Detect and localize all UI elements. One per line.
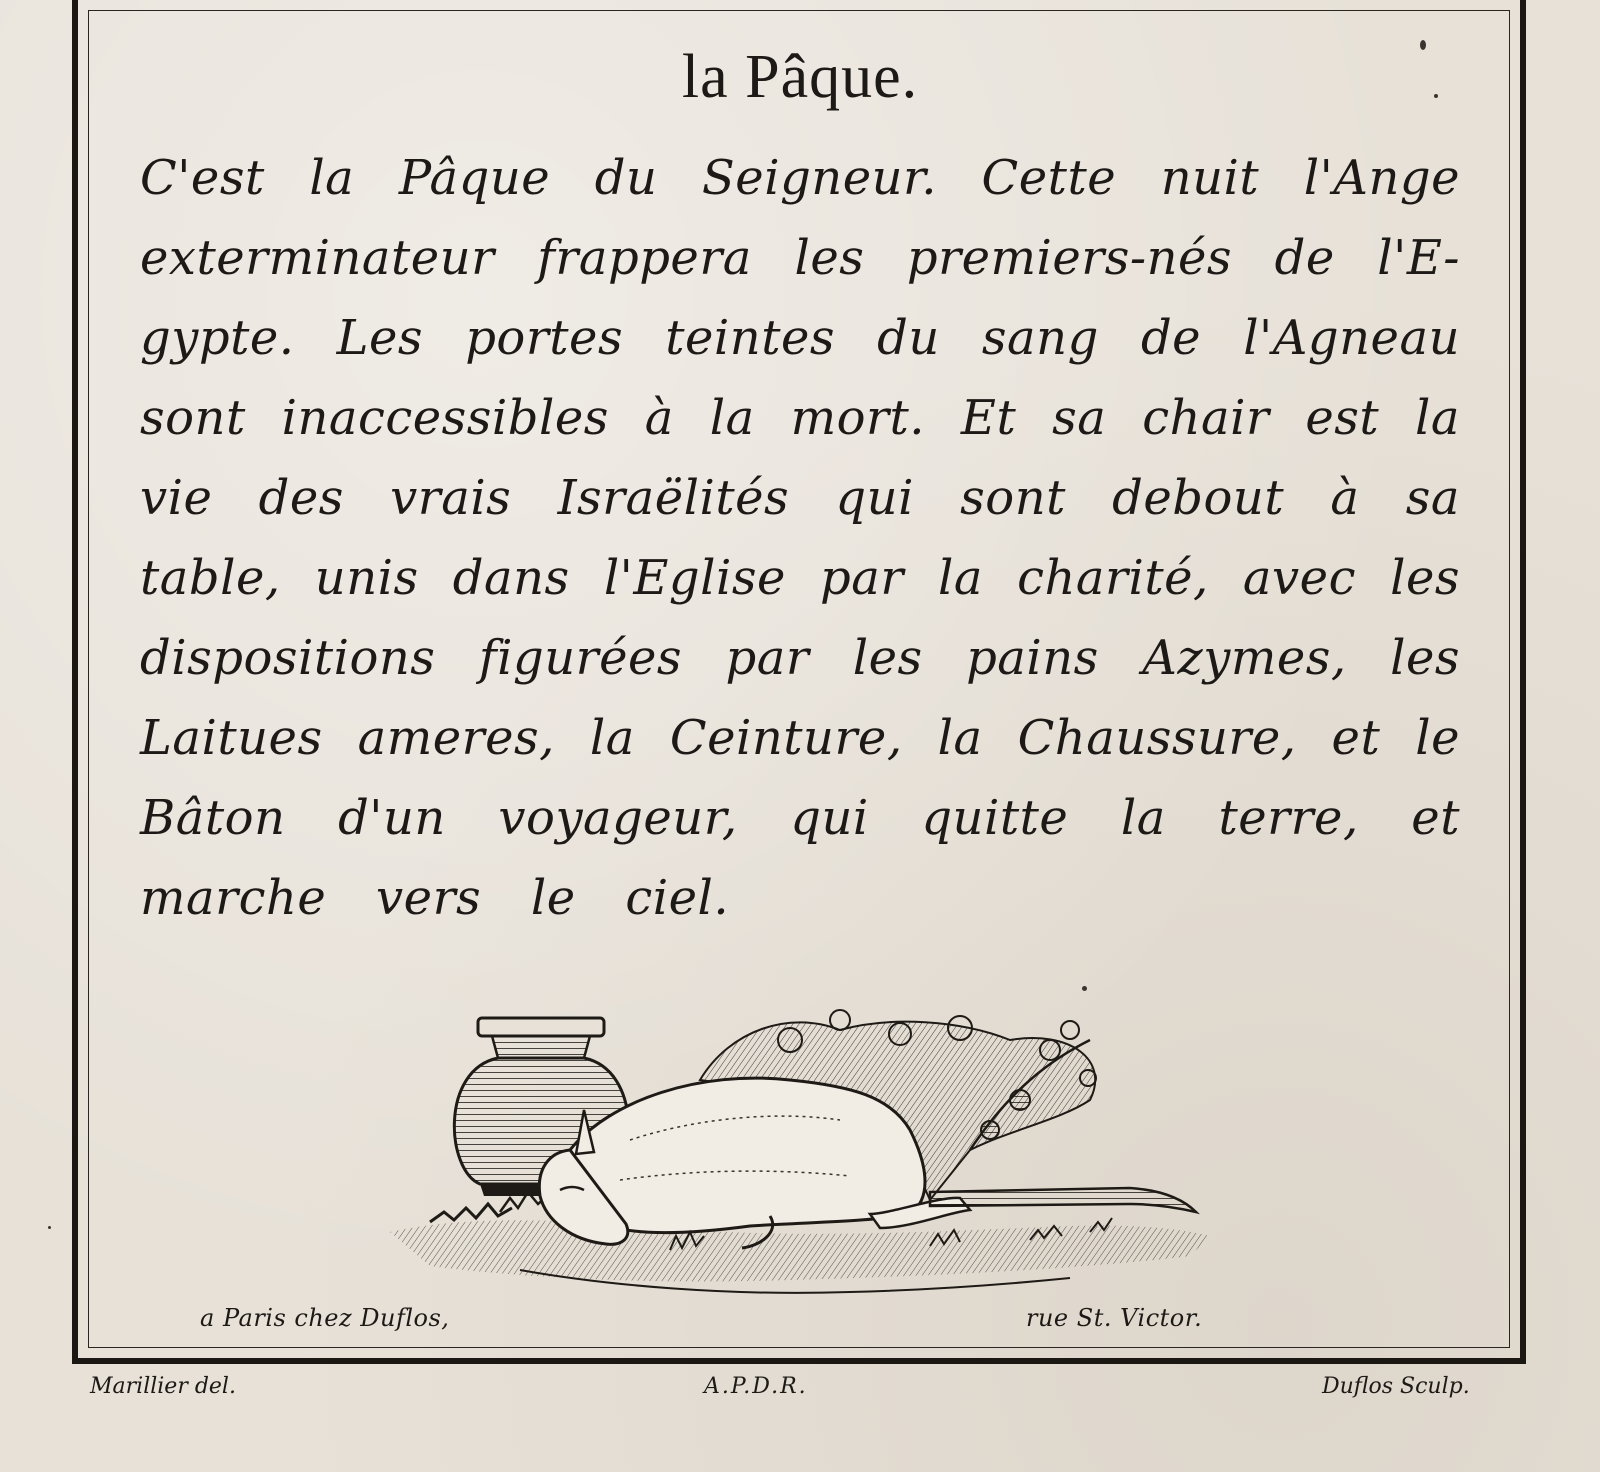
- body-line: Bâton d'un voyageur, qui quitte la terre, et: [140, 790, 1460, 846]
- ink-speck: [1082, 986, 1087, 991]
- body-line: C'est la Pâque du Seigneur. Cette nuit l'Ange: [140, 150, 1460, 206]
- body-text: [140, 138, 1460, 938]
- body-line: dispositions figurées par les pains Azymes, les: [140, 630, 1460, 686]
- credit-privilege: A.P.D.R.: [704, 1374, 808, 1399]
- body-line: vie des vrais Israëlités qui sont debout à sa: [140, 470, 1460, 526]
- imprint-publisher: a Paris chez Duflos,: [200, 1304, 450, 1332]
- credit-engraver: Duflos Sculp.: [1322, 1374, 1470, 1399]
- lamb-vignette-illustration: [370, 1000, 1230, 1330]
- body-line: Laitues ameres, la Ceinture, la Chaussure, et le: [140, 710, 1460, 766]
- ink-speck: [48, 1226, 51, 1229]
- body-line: marche vers le ciel.: [140, 870, 730, 926]
- body-line: exterminateur frappera les premiers-nés de l'E-: [140, 230, 1460, 286]
- body-line: table, unis dans l'Eglise par la charité, avec les: [140, 550, 1460, 606]
- page-title: la Pâque.: [681, 43, 919, 111]
- body-line: gypte. Les portes teintes du sang de l'Agneau: [140, 310, 1460, 366]
- body-line: sont inaccessibles à la mort. Et sa chair est la: [140, 390, 1460, 446]
- credit-designer: Marillier del.: [90, 1374, 236, 1399]
- imprint-address: rue St. Victor.: [1026, 1304, 1203, 1332]
